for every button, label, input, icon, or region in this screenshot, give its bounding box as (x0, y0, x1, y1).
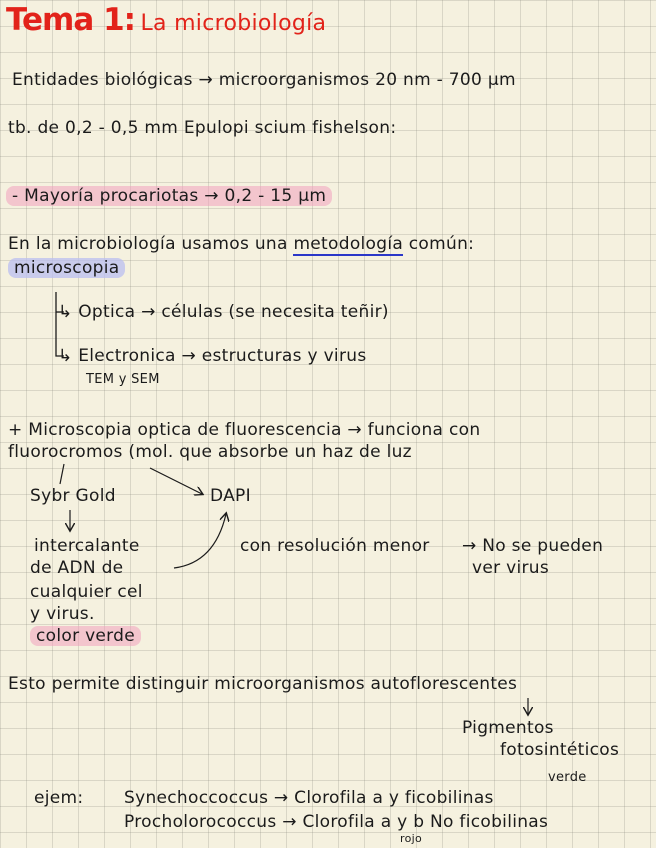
label-sybr-gold: Sybr Gold (30, 486, 116, 506)
line-fluorocromos: fluorocromos (mol. que absorbe un haz de luz (8, 442, 412, 462)
bracket-microscopia (56, 292, 64, 356)
text-y-virus: y virus. (30, 604, 95, 624)
highlight-microscopia: microscopia (8, 258, 125, 278)
underlined-metodologia: metodología (293, 234, 404, 254)
text-fotosinteticos: fotosintéticos (500, 740, 620, 760)
text-cualquier-cel: cualquier cel (30, 582, 143, 602)
title-tema: Tema 1: (6, 2, 136, 38)
text-resolucion: con resolución menor (240, 536, 430, 556)
text-adn: de ADN de (30, 558, 124, 578)
label-ejem: ejem: (34, 788, 84, 808)
line-optica: ↳ Optica → células (se necesita teñir) (58, 302, 389, 322)
line-tem-sem: TEM y SEM (86, 372, 160, 387)
text-no-virus-2: ver virus (472, 558, 550, 578)
text-intercalante: intercalante (34, 536, 140, 556)
title-subject: La microbiología (140, 11, 327, 36)
arrow-to-dapi (150, 468, 202, 494)
line-prochlorococcus: Procholorococcus → Clorofila a y b No ficobilinas (124, 812, 549, 832)
highlight-color-verde: color verde (30, 626, 141, 646)
label-dapi: DAPI (210, 486, 251, 506)
line-fluorescencia: + Microscopia optica de fluorescencia → funciona con (8, 420, 481, 440)
line-electronica: ↳ Electronica → estructuras y virus (58, 346, 367, 366)
arrow-adn-to-dapi (174, 514, 226, 568)
line-epulopiscium: tb. de 0,2 - 0,5 mm Epulopi scium fishelson: (8, 118, 397, 138)
text-metodologia-pre: En la microbiología usamos una (8, 234, 294, 254)
text-metodologia-post: común: (403, 234, 475, 254)
highlight-procariotas: - Mayoría procariotas → 0,2 - 15 μm (6, 186, 332, 206)
line-autoflorescentes: Esto permite distinguir microorganismos autoflorescentes (8, 674, 518, 694)
arrow-to-sybr (60, 464, 64, 484)
text-verde-note: verde (548, 770, 587, 785)
text-pigmentos: Pigmentos (462, 718, 554, 738)
text-no-virus-1: → No se pueden (462, 536, 604, 556)
line-synechococcus: Synechoccoccus → Clorofila a y ficobilinas (124, 788, 494, 808)
line-entidades: Entidades biológicas → microorganismos 20 nm - 700 μm (12, 70, 516, 90)
text-rojo-note: rojo (400, 832, 422, 845)
